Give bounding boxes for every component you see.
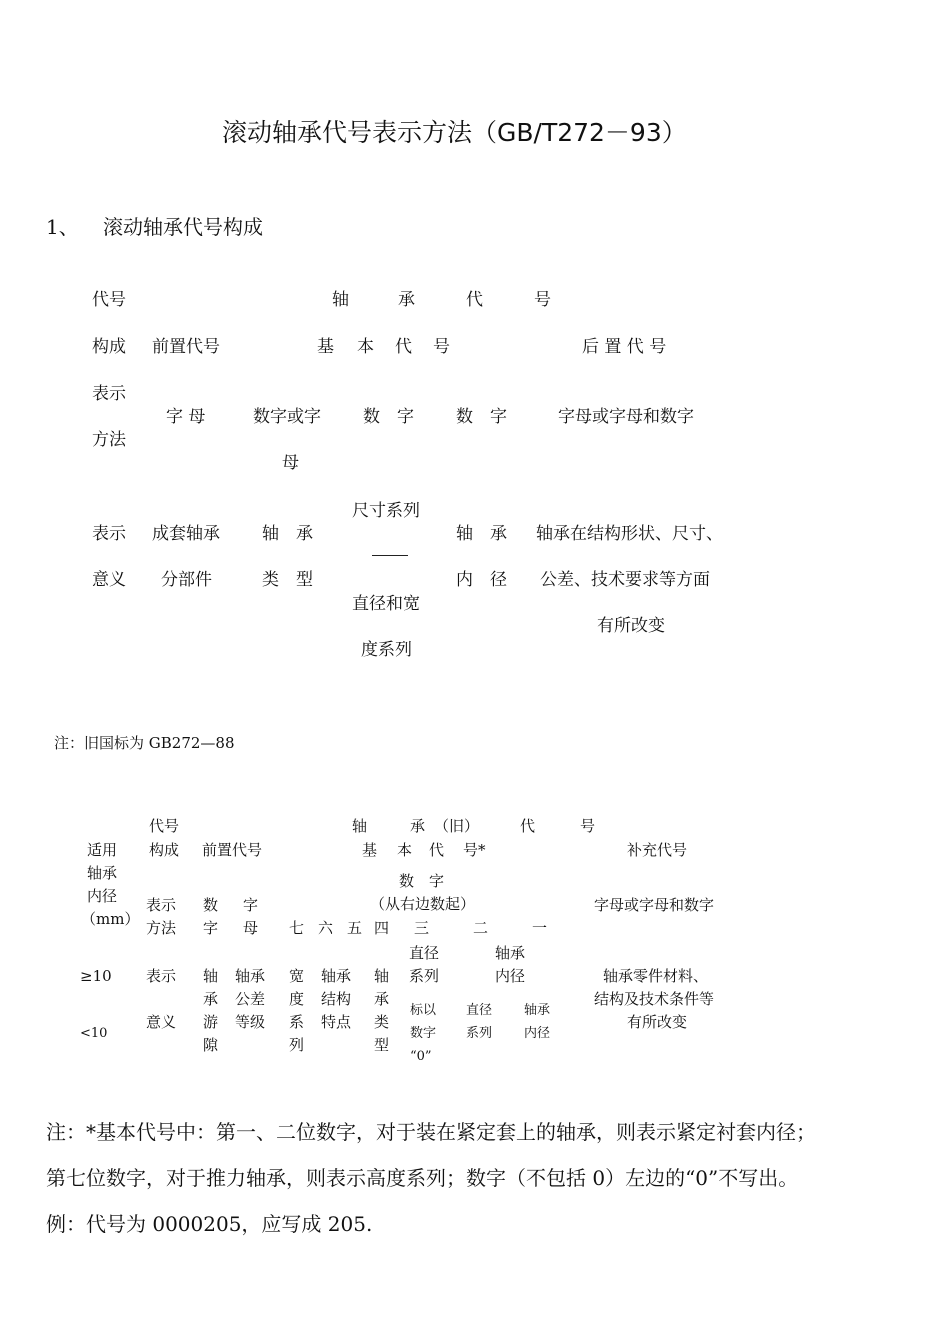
row-label-method-1: 表示 [92,384,126,404]
method-suffix: 字母或字母和数字 [558,407,694,427]
row-label-compose: 构成 [92,337,126,357]
clearance-col: 承 [203,990,219,1008]
num-char: 数 [203,896,219,914]
meaning-suffix-3: 有所改变 [597,616,665,636]
meaning-type-1: 轴 承 [262,524,313,544]
h-big-char: 轴 [352,817,368,835]
section-number: 1、 [46,215,79,239]
width-col: 系 [289,1013,305,1031]
h-big-char: 代 [520,817,536,835]
apply-label: （mm） [81,910,140,928]
supplement-meaning: 结构及技术条件等 [594,990,715,1008]
digits-label: 数 字 [399,872,445,890]
h-old-tag: （旧） [434,817,480,835]
footnote-example: 例：代号为 0000205，应写成 205. [46,1212,373,1236]
bore-ge-10: ≥10 [80,967,112,985]
tolerance-col: 轴承 [235,967,266,985]
structure-col: 轴承 [321,967,352,985]
method-digits: 数 字 [456,407,507,427]
diameter-series: 直径 [409,944,440,962]
apply-label: 轴承 [87,864,118,882]
diameter-series: 系列 [409,967,440,985]
meaning-dim-3: 度系列 [361,640,412,660]
type-col: 型 [374,1036,390,1054]
position-3: 三 [414,919,430,937]
footnote-line: 注：*基本代号中：第一、二位数字，对于装在紧定套上的轴承，则表示紧定衬套内径； [46,1120,816,1144]
meaning-suffix-1: 轴承在结构形状、尺寸、 [536,524,723,544]
prefix-code: 前置代号 [152,337,220,357]
letter-char: 母 [243,919,259,937]
num-char: 字 [243,896,259,914]
apply-label: 内径 [87,887,118,905]
header-char: 代 [466,290,483,310]
sub-bore: 轴承 [524,1003,551,1018]
method-num-or-letter-2: 母 [282,453,299,473]
sub-diameter-series: 直径 [466,1003,493,1018]
bore-label: 内径 [495,967,526,985]
mark-zero: 标以 [410,1003,437,1018]
basic-char: 代 [395,337,412,357]
prefix-code: 前置代号 [202,841,263,859]
letter-char: 字 [203,919,219,937]
method-label: 方法 [146,919,177,937]
structure-col: 结构 [321,990,352,1008]
suffix-code: 后 置 代 号 [582,337,667,357]
basic-char: 基 [362,841,378,859]
basic-char: 基 [317,337,334,357]
meaning-bore-2: 内 径 [456,570,507,590]
header-char: 轴 [332,290,349,310]
basic-char: 本 [357,337,374,357]
row-label-code: 代号 [92,290,126,310]
h-compose: 构成 [149,841,180,859]
position-6: 六 [318,919,334,937]
tolerance-col: 等级 [235,1013,266,1031]
divider-line [372,555,408,556]
row-label-meaning-1: 表示 [92,524,126,544]
position-5: 五 [347,919,363,937]
basic-char: 代 [429,841,445,859]
meaning-set-2: 分部件 [161,570,212,590]
meaning-suffix-2: 公差、技术要求等方面 [540,570,710,590]
clearance-col: 轴 [203,967,219,985]
type-col: 类 [374,1013,390,1031]
header-char: 承 [398,290,415,310]
meaning-dim-1: 尺寸系列 [352,501,420,521]
method-num-or-letter-1: 数字或字 [253,407,321,427]
position-2: 二 [473,919,489,937]
structure-col: 特点 [321,1013,352,1031]
bore-lt-10: <10 [80,1026,108,1041]
method-label: 表示 [146,896,177,914]
h-big-char: 承 [410,817,426,835]
header-char: 号 [534,290,551,310]
width-col: 列 [289,1036,305,1054]
meaning-set-1: 成套轴承 [152,524,220,544]
basic-char: 号 [433,337,450,357]
basic-char: 号* [463,841,486,859]
mark-zero: 数字 [410,1026,437,1041]
row-label-method-2: 方法 [92,430,126,450]
h-code: 代号 [149,817,180,835]
meaning-label: 意义 [146,1013,177,1031]
meaning-label: 表示 [146,967,177,985]
row-label-meaning-2: 意义 [92,570,126,590]
position-1: 一 [532,919,548,937]
section-heading: 滚动轴承代号构成 [103,215,263,239]
sub-diameter-series: 系列 [466,1026,493,1041]
footnote-line: 第七位数字，对于推力轴承，则表示高度系列；数字（不包括 0）左边的“0”不写出。 [46,1166,799,1190]
method-letters: 字 母 [166,407,206,427]
type-col: 承 [374,990,390,1008]
position-7: 七 [289,919,305,937]
bore-label: 轴承 [495,944,526,962]
width-col: 度 [289,990,305,1008]
from-right-label: （从右边数起） [370,895,476,913]
mark-zero: “0” [410,1049,432,1064]
width-col: 宽 [289,967,305,985]
clearance-col: 游 [203,1013,219,1031]
supplement-code: 补充代号 [627,841,688,859]
old-standard-note: 注：旧国标为 GB272—88 [54,734,235,752]
position-4: 四 [374,919,390,937]
method-digits: 数 字 [363,407,414,427]
sub-bore: 内径 [524,1026,551,1041]
supplement-meaning: 有所改变 [627,1013,688,1031]
meaning-bore-1: 轴 承 [456,524,507,544]
supplement-method: 字母或字母和数字 [594,896,715,914]
tolerance-col: 公差 [235,990,266,1008]
basic-char: 本 [397,841,413,859]
supplement-meaning: 轴承零件材料、 [603,967,709,985]
type-col: 轴 [374,967,390,985]
page-title: 滚动轴承代号表示方法（GB/T272－93） [222,118,687,147]
meaning-type-2: 类 型 [262,570,313,590]
h-big-char: 号 [580,817,596,835]
meaning-dim-2: 直径和宽 [352,594,420,614]
clearance-col: 隙 [203,1036,219,1054]
apply-label: 适用 [87,841,118,859]
